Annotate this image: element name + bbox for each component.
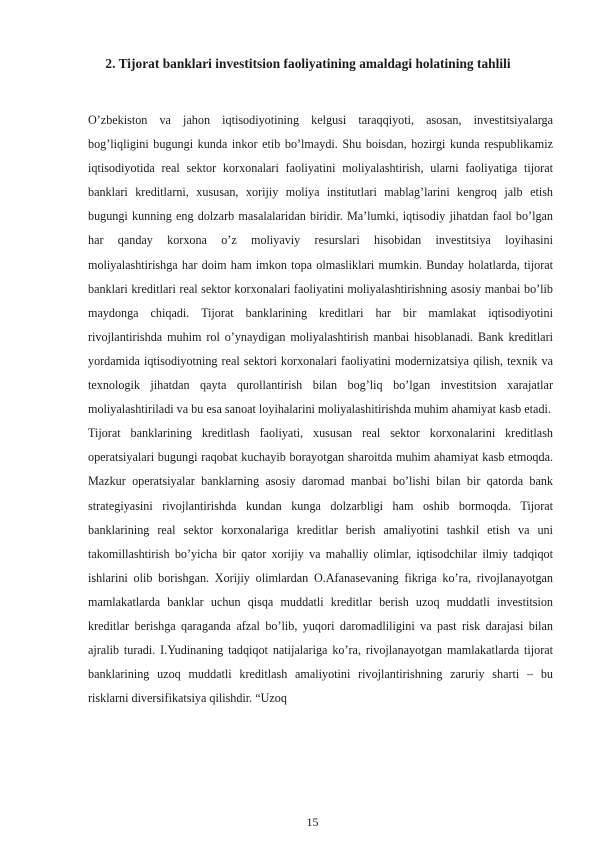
body-text [88,108,553,710]
paragraph-bank-lending: Tijorat banklarining kreditlash faoliyati, xususan real sektor korxonalarini kreditlash operatsiyalari bugungi raqobat kuchayib borayotgan sharoitda muhim ahamiyat kasb etmoqda. Mazkur operatsiyalar banklarning asosiy daromad manbai bo’lishi bilan bir qatorda bank strategiyasini rivojlantirishda kundan kunga dolzarbligi ham oshib bormoqda. Tijorat banklarining real sektor korxonalariga kreditlar berish amaliyotini tashkil etish va uni takomillashtirish bo’yicha bir qator xorijiy va mahalliy olimlar, iqtisodchilar ilmiy tadqiqot ishlarini olib borishgan. Xorijiy olimlardan O.Afanasevaning fikriga ko’ra, rivojlanayotgan mamlakatlarda banklar uchun qisqa muddatli kreditlar berish uzoq muddatli investitsion kreditlar berishga qaraganda afzal bo’lib, yuqori daromadliligini va past risk darajasi bilan ajralib turadi. I.Yudinaning tadqiqot natijalariga ko’ra, rivojlanayotgan mamlakatlarda tijorat banklarining uzoq muddatli kreditlash amaliyotini rivojlantirishning zaruriy sharti – bu risklarni diversifikatsiya qilishdir. “Uzoq [88,426,553,706]
paragraph-investments: O’zbekiston va jahon iqtisodiyotining kelgusi taraqqiyoti, asosan, investitsiyalarga bog’liqligini bugungi kunda inkor etib bo’lmaydi. Shu boisdan, hozirgi kunda respublikamiz iqtisodiyotida real sektor korxonalari faoliyatini moliyalashtirish, ularni faoliyatiga tijorat banklari kreditlarni, xususan, xorijiy moliya institutlari mablag’larini kengroq jalb etish bugungi kunning eng dolzarb masalalaridan biridir. Ma’lumki, iqtisodiy jihatdan faol bo’lgan har qanday korxona o’z moliyaviy resurslari hisobidan investitsiya loyihasini moliyalashtirishga har doim ham imkon topa olmasliklari mumkin. Bunday holatlarda, tijorat banklari kreditlari real sektor korxonalari faoliyatini moliyalashtirishning asosiy manbai bo’lib maydonga chiqadi. Tijorat banklarining kreditlari har bir mamlakat iqtisodiyotini rivojlantirishda muhim rol o’ynaydigan moliyalashtirish manbai hisoblanadi. Bank kreditlari yordamida iqtisodiyotning real sektori korxonalari faoliyatini modernizatsiya qilish, texnik va texnologik jihatdan qayta qurollantirish bilan bog’liq bo’lgan investitsion xarajatlar moliyalashtiriladi va bu esa sanoat loyihalarini moliyalashitirishda muhim ahamiyat kasb etadi. [88,113,553,417]
section-heading: 2. Tijorat banklari investitsion faoliyatining amaldagi holatining tahlili [105,56,511,71]
page-number: 15 [306,815,319,829]
